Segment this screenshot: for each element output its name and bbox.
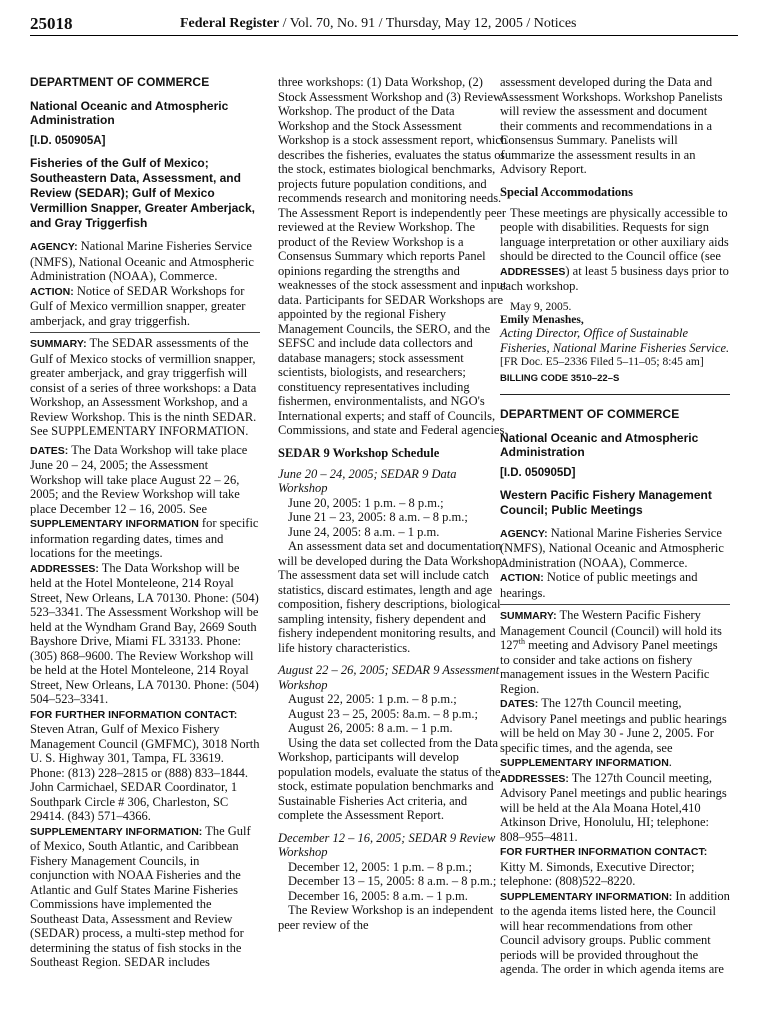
agency-section: AGENCY: National Marine Fisheries Service (NMFS), National Oceanic and Atmospheric Administration (NOAA), Commerce. xyxy=(30,239,254,283)
review-workshop-time: December 16, 2005: 8 a.m. – 1 p.m. xyxy=(288,888,468,903)
publication-name: Federal Register xyxy=(180,16,280,31)
divider xyxy=(500,604,730,605)
data-workshop-heading: June 20 – 24, 2005; SEDAR 9 Data Workshop xyxy=(278,466,457,495)
column-1 xyxy=(30,75,260,970)
review-workshop-time: December 13 – 15, 2005: 8 a.m. – 8 p.m.; xyxy=(288,874,497,888)
data-workshop-time: June 24, 2005: 8 a.m. – 1 p.m. xyxy=(288,524,440,539)
summary-section: SUMMARY: The Western Pacific Fishery Management Council (Council) will hold its 127th meeting and Advisory Panel meetings to consider and take actions on fishery management issues in the Western Pacific Region. xyxy=(500,608,722,696)
department-heading: DEPARTMENT OF COMMERCE xyxy=(30,75,210,89)
action-section: ACTION: Notice of public meetings and hearings. xyxy=(500,570,698,600)
assessment-workshop-time: August 26, 2005: 8 a.m. – 1 p.m. xyxy=(288,721,453,735)
assessment-workshop-time: August 23 – 25, 2005: 8a.m. – 8 p.m.; xyxy=(288,706,478,721)
contact-label: FOR FURTHER INFORMATION CONTACT: xyxy=(30,708,238,721)
id-number: [I.D. 050905D] xyxy=(500,466,576,479)
action-section: ACTION: Notice of SEDAR Workshops for Gulf of Mexico vermillion snapper, greater amberjack, and gray triggerfish. xyxy=(30,283,246,328)
special-accommodations-heading: Special Accommodations xyxy=(500,184,633,199)
signer-name: Emily Menashes, xyxy=(500,314,584,326)
column-2 xyxy=(278,75,508,932)
addresses-section: ADDRESSES: The 127th Council meeting, Advisory Panel meetings and public hearings will be held at the Ala Moana Hotel,410 Atkinson Drive, Honolulu, HI; telephone: 808–955–4811. xyxy=(500,770,727,844)
summary-section: SUMMARY: The SEDAR assessments of the Gulf of Mexico stocks of vermillion snapper, greater amberjack, and gray triggerfish will consist of a series of three workshops: a Data Workshop, an Assessment Workshop, and a Review Workshop. This is the ninth SEDAR. See SUPPLEMENTARY INFORMATION. xyxy=(30,336,257,438)
department-heading: DEPARTMENT OF COMMERCE xyxy=(500,406,680,421)
review-workshop-time: December 12, 2005: 1 p.m. – 8 p.m.; xyxy=(288,859,472,874)
addresses-section: ADDRESSES: The Data Workshop will be held at the Hotel Monteleone, 214 Royal Street, New Orleans, LA 70130. Phone: (504) 523–3341. The Assessment Workshop will be held at the Wyndham Grand Bay, 2669 South Bayshore Drive, Miami FL 33133. Phone:(305) 868–9600. The Review Workshop will be held at the Hotel Monteleone, 214 Royal Street, New Orleans, LA 70130. Phone: (504) 504–523–3341. xyxy=(30,560,259,706)
dates-section: DATES: The Data Workshop will take place June 20 – 24, 2005; the Assessment Workshop will take place August 22 – 26, 2005; and the Review Workshop will take place December 12 – 16, 2005. See SUPPLEMENTARY INFORMATION for specific information regarding dates, times and locations for the meetings. xyxy=(30,442,259,560)
dates-section: DATES: The 127th Council meeting, Advisory Panel meetings and public hearings will be held on May 30 - June 2, 2005. For specific times, and the agenda, see SUPPLEMENTARY INFORMATION. xyxy=(500,696,727,769)
assessment-workshop-time: August 22, 2005: 1 p.m. – 8 p.m.; xyxy=(288,692,457,706)
header-rule xyxy=(30,35,738,36)
review-workshop-text: The Review Workshop is an independent peer review of the xyxy=(278,903,494,932)
running-head xyxy=(180,16,577,32)
divider xyxy=(30,332,260,333)
agency-name: National Oceanic and Atmospheric Administration xyxy=(500,430,699,459)
supplementary-continued: three workshops: (1) Data Workshop, (2) Stock Assessment Workshop and (3) Review Workshop. The product of the Data Workshop and the Stock Assessment Workshop is a stock assessment report, which describes the fisheries, evaluates the status of the stock, estimates biological benchmarks, projects future population conditions, and recommends research and monitoring needs. The Assessment Report is independently peer reviewed at the Review Workshop. The product of the Review Workshop is a Consensus Summary which reports Panel opinions regarding the strengths and weaknesses of the stock assessment and input data. Participants for SEDAR Workshops are appointed by the regional Fishery Management Councils, the SERO, and the SEFSC and include data collectors and database managers; stock assessment scientists, biologists, and researchers; constituency representatives including fishermen, environmentalists, and NGO's International experts; and staff of Councils, Commissions, and state and Federal agencies. xyxy=(278,75,508,437)
special-accommodations-text: These meetings are physically accessible to people with disabilities. Requests for sign language interpretation or other auxiliary aids should be directed to the Council office (see ADDRESSES) at least 5 business days prior to each workshop. xyxy=(500,205,729,293)
data-workshop-time: June 21 – 23, 2005: 8 a.m. – 8 p.m.; xyxy=(288,510,468,524)
signed-date: May 9, 2005. xyxy=(510,300,572,313)
signer-title: Acting Director, Office of Sustainable Fisheries, National Marine Fisheries Service. xyxy=(500,326,730,355)
page-number: 25018 xyxy=(30,14,73,33)
contact-label: FOR FURTHER INFORMATION CONTACT: xyxy=(500,846,708,858)
issue-info: / Vol. 70, No. 91 / Thursday, May 12, 2005 / Notices xyxy=(279,16,577,31)
review-workshop-heading: December 12 – 16, 2005; SEDAR 9 Review Workshop xyxy=(278,830,496,859)
billing-code: BILLING CODE 3510–22–S xyxy=(500,372,620,384)
fr-doc: [FR Doc. E5–2336 Filed 5–11–05; 8:45 am] xyxy=(500,356,704,368)
supplementary-section: SUPPLEMENTARY INFORMATION: In addition to the agenda items listed here, the Council will hear recommendations from other Council advisory groups. Public comment periods will be provided throughout the agenda. The order in which agenda items are xyxy=(500,888,730,976)
data-workshop-text: An assessment data set and documentation will be developed during the Data Workshop. The assessment data set will include catch statistics, discard estimates, length and age composition, fishery descriptions, biological sampling intensity, fishery dependent and fishery independent monitoring results, and life history characteristics. xyxy=(278,539,505,655)
contact-section: Steven Atran, Gulf of Mexico Fishery Management Council (GMFMC), 3018 North U. S. Highway 301, Tampa, FL 33619. Phone: (813) 228–2815 or (888) 833–1844. John Carmichael, SEDAR Coordinator, 1 Southpark Circle # 306, Charleston, SC 29414. (843) 571–4366. xyxy=(30,722,260,823)
agency-section: AGENCY: National Marine Fisheries Service (NMFS), National Oceanic and Atmospheric Administration (NOAA), Commerce. xyxy=(500,525,724,570)
id-number: [I.D. 050905A] xyxy=(30,135,106,147)
notice-divider xyxy=(500,394,730,395)
assessment-workshop-heading: August 22 – 26, 2005; SEDAR 9 Assessment Workshop xyxy=(278,663,500,692)
notice-title: Western Pacific Fishery Management Council; Public Meetings xyxy=(500,487,712,517)
supplementary-section: SUPPLEMENTARY INFORMATION: The Gulf of Mexico, South Atlantic, and Caribbean Fishery Management Councils, in conjunction with NOAA Fisheries and the Atlantic and Gulf States Marine Fisheries Commissions have implemented the Southeast Data, Assessment and Review (SEDAR) process, a multi-step method for determining the status of fish stocks in the Southeast Region. SEDAR includes xyxy=(30,823,251,969)
data-workshop-time: June 20, 2005: 1 p.m. – 8 p.m.; xyxy=(288,495,444,510)
contact-section: Kitty M. Simonds, Executive Director; telephone: (808)522–8220. xyxy=(500,859,695,888)
review-continued: assessment developed during the Data and Assessment Workshops. Workshop Panelists will review the assessment and document their comments and recommendations in a Consensus Summary. Panelists will summarize the assessment results in an Advisory Report. xyxy=(500,75,723,176)
column-3 xyxy=(500,75,730,977)
schedule-heading: SEDAR 9 Workshop Schedule xyxy=(278,445,440,460)
agency-name: National Oceanic and Atmospheric Administration xyxy=(30,99,229,127)
assessment-workshop-text: Using the data set collected from the Data Workshop, participants will develop population models, evaluate the status of the stock, estimate population benchmarks and Sustainable Fisheries Act criteria, and complete the Assessment Report. xyxy=(278,735,501,822)
notice-title: Fisheries of the Gulf of Mexico; Southeastern Data, Assessment, and Review (SEDAR); Gulf of Mexico Vermillion Snapper, Greater Amberjack, and Gray Triggerfish xyxy=(30,156,255,230)
